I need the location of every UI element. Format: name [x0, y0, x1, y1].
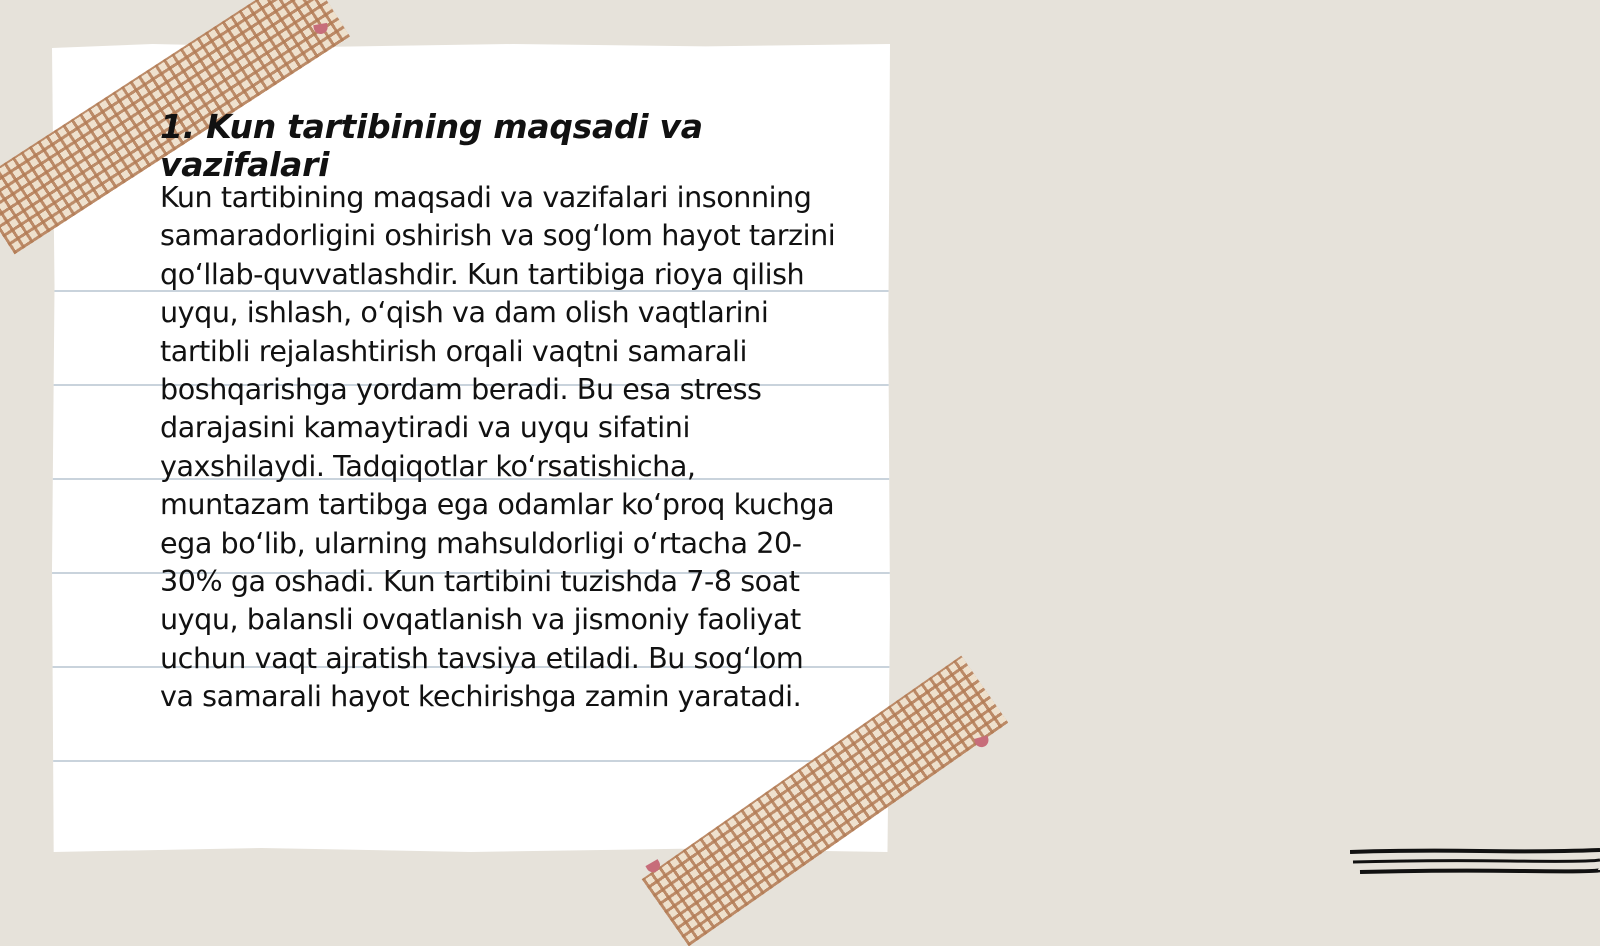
pin-icon	[974, 735, 990, 748]
slide-content	[160, 108, 840, 716]
slide-body-text: Kun tartibining maqsadi va vazifalari insonning samaradorligini oshirish va sog‘lom hayot tarzini qo‘llab-quvvatlashdir. Kun tartibiga rioya qilish uyqu, ishlash, o‘qish va dam olish vaqtlarini tartibli rejalashtirish orqali vaqtni samarali boshqarishga yordam beradi. Bu esa stress darajasini kamaytiradi va uyqu sifatini yaxshilaydi. Tadqiqotlar ko‘rsatishicha, muntazam tartibga ega odamlar ko‘proq kuchga ega bo‘lib, ularning mahsuldorligi o‘rtacha 20-30% ga oshadi. Kun tartibini tuzishda 7-8 soat uyqu, balansli ovqatlanish va jismoniy faoliyat uchun vaqt ajratish tavsiya etiladi. Bu sog‘lom va samarali hayot kechirishga zamin yaratadi.	[160, 180, 836, 714]
ruled-line	[52, 760, 890, 762]
slide-title: 1. Kun tartibining maqsadi va vazifalari	[160, 107, 703, 184]
brush-lines-icon	[1350, 848, 1600, 888]
